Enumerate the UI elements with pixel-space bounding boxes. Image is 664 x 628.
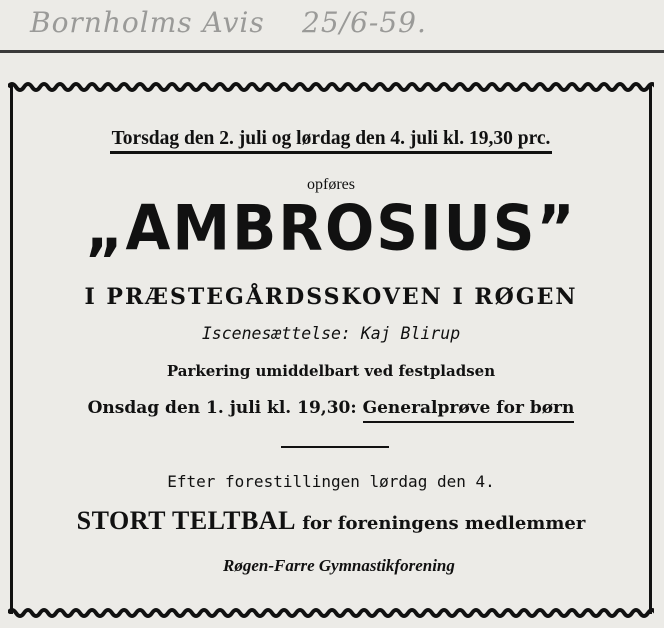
tent-ball-heading: STORT TELTBAL xyxy=(76,506,296,535)
tent-ball xyxy=(13,506,649,536)
tent-ball-audience: for foreningens medlemmer xyxy=(302,513,586,534)
performance-dates-text: Torsdag den 2. juli og lørdag den 4. juli kl. 19,30 prc. xyxy=(110,128,553,154)
clipping-edge-rule xyxy=(0,50,664,53)
venue: I PRÆSTEGÅRDSSKOVEN I RØGEN xyxy=(84,284,578,310)
organizer: Røgen-Farre Gymnastikforening xyxy=(223,556,455,575)
presented-label: opføres xyxy=(307,176,355,193)
handwritten-date: 25/6-59. xyxy=(302,6,427,39)
dress-rehearsal-time: Onsdag den 1. juli kl. 19,30: xyxy=(87,398,357,418)
dress-rehearsal xyxy=(13,398,649,418)
after-show-note: Efter forestillingen lørdag den 4. xyxy=(167,472,495,491)
parking-info: Parkering umiddelbart ved festpladsen xyxy=(166,362,496,380)
handwritten-source: Bornholms Avis xyxy=(30,6,265,39)
wavy-border-bottom xyxy=(8,606,654,620)
director-credit: Iscenesættelse: Kaj Blirup xyxy=(201,324,461,343)
handwritten-annotation xyxy=(30,2,664,46)
dress-rehearsal-label: Generalprøve for børn xyxy=(363,398,575,423)
advertisement-box xyxy=(10,86,652,614)
play-title: „AMBROSIUS” xyxy=(85,191,577,265)
performance-dates xyxy=(13,128,649,150)
section-divider xyxy=(281,446,389,448)
